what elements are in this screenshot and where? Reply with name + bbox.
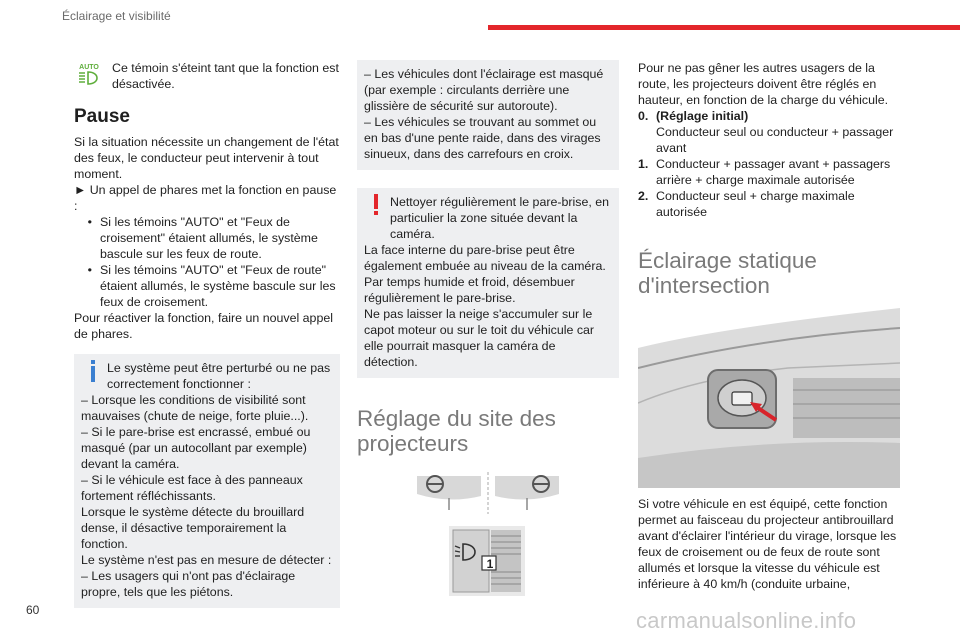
- info-box-line: Le système n'est pas en mesure de détecter :: [81, 553, 332, 567]
- headlamp-intro: Pour ne pas gêner les autres usagers de la route, les projecteurs doivent être réglés en hauteur, en fonction de la charge du véhicule.: [638, 61, 889, 107]
- info-box-line: Lorsque le système détecte du brouillard dense, il désactive temporairement la fonction.: [81, 505, 305, 551]
- column-2: [357, 60, 619, 596]
- page-number: 60: [26, 603, 40, 617]
- cornering-light-body: Si votre véhicule en est équipé, cette fonction permet au faisceau du projecteur antibrouillard avant d'éclairer l'intérieur du virage, lorsque les feux de croisement ou de feux de route sont allumés et lorsque la vitesse du véhicule est inférieure à 40 km/h (conduite urbaine,: [638, 497, 897, 591]
- info-icon: [81, 360, 105, 382]
- list-item-number: 1.: [638, 157, 649, 171]
- bullet-dot: •: [87, 215, 92, 229]
- list-item-text: Conducteur seul + charge maximale autorisée: [656, 189, 855, 219]
- auto-indicator-note: [74, 60, 340, 92]
- section-title-static-cornering: Éclairage statique d'intersection: [638, 248, 817, 298]
- list-item-text: Conducteur + passager avant + passagers arrière + charge maximale autorisée: [656, 157, 891, 187]
- headlamp-beam-figure: [413, 470, 563, 514]
- load-settings-list: [638, 108, 900, 220]
- warning-box-line: Ne pas laisser la neige s'accumuler sur le capot moteur ou sur le toit du véhicule car elle pourrait masquer la caméra de détection.: [364, 307, 595, 369]
- info-box: [74, 354, 340, 608]
- warning-icon: [364, 194, 388, 216]
- auto-indicator-text: Ce témoin s'éteint tant que la fonction est désactivée.: [112, 61, 339, 91]
- list-item: [74, 214, 340, 262]
- info-box-line: – Les usagers qui n'ont pas d'éclairage propre, tels que les piétons.: [81, 569, 296, 599]
- info-box-line: – Les véhicules dont l'éclairage est masqué (par exemple : circulants derrière une glissière de sécurité sur autoroute).: [364, 67, 604, 113]
- pause-paragraph-3: Pour réactiver la fonction, faire un nouvel appel de phares.: [74, 311, 333, 341]
- auto-headlamp-icon: [74, 62, 104, 86]
- info-box-heading-text: Le système peut être perturbé ou ne pas correctement fonctionner :: [107, 361, 331, 391]
- list-item-text: Conducteur seul ou conducteur + passager avant: [656, 125, 894, 155]
- column-1: [74, 60, 340, 608]
- watermark: carmanualsonline.info: [636, 608, 857, 633]
- column-3: [638, 60, 900, 592]
- list-item: [638, 108, 900, 156]
- info-box-continued: [357, 60, 619, 170]
- bullet-dot: •: [87, 263, 92, 277]
- headlamp-adjust-dial: [449, 526, 525, 596]
- list-item-number: 0.: [638, 109, 649, 123]
- info-box-head: [81, 360, 333, 392]
- dial-position-label: 1: [486, 557, 494, 571]
- info-box-line: – Lorsque les conditions de visibilité sont mauvaises (chute de neige, forte pluie...).: [81, 393, 309, 423]
- running-header: Éclairage et visibilité: [62, 9, 171, 23]
- list-item-title: (Réglage initial): [656, 109, 749, 123]
- warning-box-line: La face interne du pare-brise peut être également embuée au niveau de la caméra. Par temps humide et froid, désembuer régulièrement le pare-brise.: [364, 243, 606, 305]
- header-accent-bar: [488, 25, 960, 30]
- pause-bullet-list: [74, 214, 340, 310]
- info-box-line: – Les véhicules se trouvant au sommet ou en bas d'une pente raide, dans des virages sinueux, dans des carrefours en croix.: [364, 115, 601, 161]
- pause-paragraph-2: ► Un appel de phares met la fonction en pause :: [74, 183, 337, 213]
- pause-paragraph-1: Si la situation nécessite un changement de l'état des feux, le conducteur peut intervenir à tout moment.: [74, 135, 339, 181]
- section-title-pause: Pause: [74, 106, 130, 127]
- warning-box: [357, 188, 619, 378]
- list-item: [638, 188, 900, 220]
- auto-icon-label: AUTO: [79, 64, 99, 71]
- warning-box-heading-text: Nettoyer régulièrement le pare-brise, en particulier la zone située devant la caméra.: [390, 195, 610, 241]
- info-box-line: – Si le véhicule est face à des panneaux fortement réfléchissants.: [81, 473, 303, 503]
- list-item: [74, 262, 340, 310]
- warning-box-head: [364, 194, 612, 242]
- fog-lamp-photo: [638, 308, 900, 488]
- pause-bullet-text: Si les témoins "AUTO" et "Feux de route" étaient allumés, le système bascule sur les feux de croisement.: [100, 263, 336, 309]
- info-box-line: – Si le pare-brise est encrassé, embué ou masqué (par un autocollant par exemple) devant la caméra.: [81, 425, 311, 471]
- list-item-number: 2.: [638, 189, 649, 203]
- list-item: [638, 156, 900, 188]
- section-title-headlamp-adjustment: Réglage du site des projecteurs: [357, 406, 556, 456]
- pause-bullet-text: Si les témoins "AUTO" et "Feux de croisement" étaient allumés, le système bascule sur les feux de route.: [100, 215, 318, 261]
